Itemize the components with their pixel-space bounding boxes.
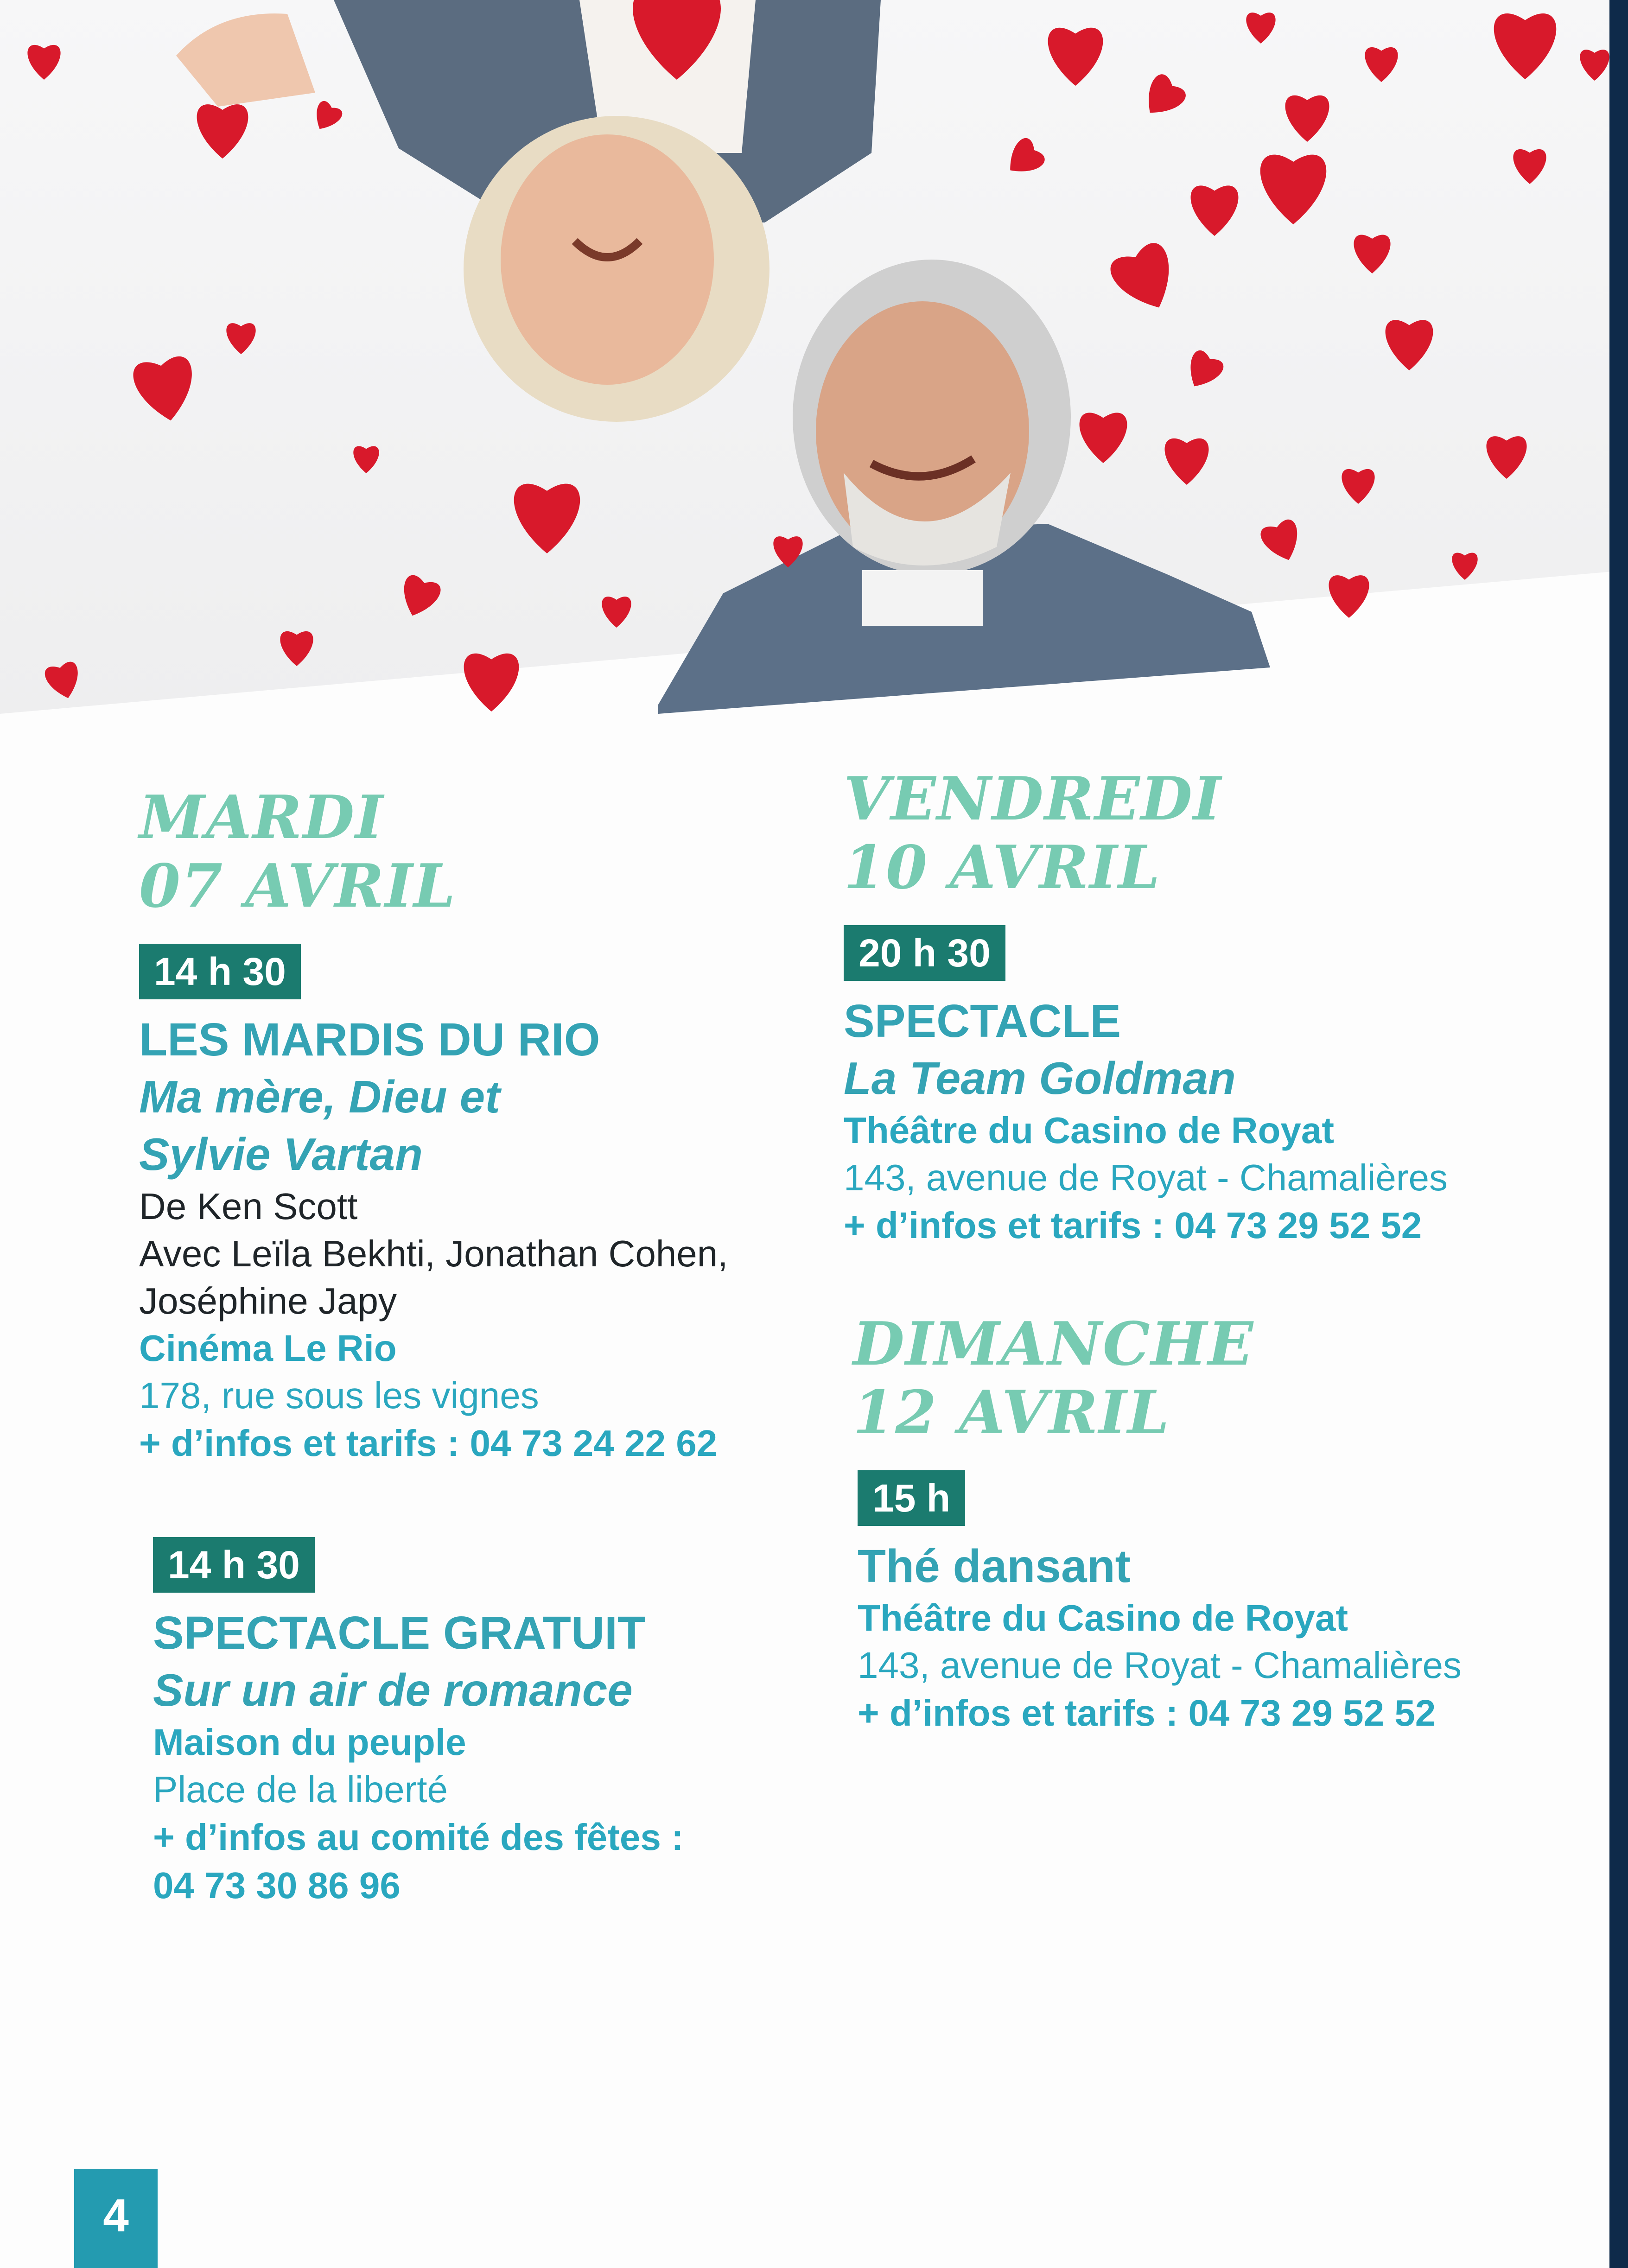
column-left [139, 783, 862, 1910]
day-name: DIMANCHE [853, 1309, 1254, 1379]
day-date: 07 AVRIL [139, 851, 457, 921]
day-date: 12 AVRIL [853, 1378, 1170, 1448]
event-info-line1: + d’infos au comité des fêtes : [153, 1817, 684, 1858]
time-badge: 14 h 30 [139, 944, 301, 999]
event-title: Thé dansant [858, 1540, 1131, 1592]
page-number: 4 [74, 2169, 158, 2268]
event-venue: Cinéma Le Rio [139, 1328, 397, 1369]
day-name: VENDREDI [844, 764, 1222, 834]
day-heading-dimanche [853, 1310, 1567, 1447]
day-heading-vendredi [844, 765, 1567, 902]
event-credit: De Ken Scott [139, 1186, 358, 1227]
event-title: SPECTACLE GRATUIT [153, 1607, 646, 1659]
event-venue: Maison du peuple [153, 1722, 466, 1763]
event-subtitle: La Team Goldman [844, 1053, 1236, 1104]
event-subtitle-line1: Ma mère, Dieu et [139, 1071, 500, 1122]
woman-figure [176, 0, 881, 422]
event-venue: Théâtre du Casino de Royat [844, 1110, 1334, 1151]
event-info: + d’infos et tarifs : 04 73 29 52 52 [858, 1692, 1436, 1734]
time-badge: 14 h 30 [153, 1537, 315, 1593]
event-spectacle-gratuit [153, 1537, 862, 1910]
day-name: MARDI [139, 783, 384, 852]
event-address: 143, avenue de Royat - Chamalières [844, 1157, 1448, 1198]
event-title: SPECTACLE [844, 995, 1121, 1047]
event-les-mardis-du-rio [139, 921, 862, 1468]
event-title: LES MARDIS DU RIO [139, 1014, 600, 1066]
event-subtitle-line2: Sylvie Vartan [139, 1129, 423, 1180]
couple-hearts-illustration [0, 0, 1628, 723]
event-address: 143, avenue de Royat - Chamalières [858, 1645, 1462, 1686]
event-info: + d’infos et tarifs : 04 73 24 22 62 [139, 1423, 718, 1464]
event-address: Place de la liberté [153, 1769, 448, 1810]
column-right [844, 765, 1567, 1737]
hero-photo [0, 0, 1628, 723]
right-edge-band [1609, 0, 1628, 2268]
event-info: + d’infos et tarifs : 04 73 29 52 52 [844, 1205, 1422, 1246]
event-subtitle: Sur un air de romance [153, 1664, 633, 1715]
event-the-dansant [858, 1447, 1567, 1737]
event-cast-line1: Avec Leïla Bekhti, Jonathan Cohen, [139, 1233, 728, 1274]
event-la-team-goldman [844, 902, 1567, 1250]
event-venue: Théâtre du Casino de Royat [858, 1597, 1348, 1639]
day-date: 10 AVRIL [844, 833, 1161, 902]
event-info-line2: 04 73 30 86 96 [153, 1865, 401, 1906]
time-badge: 20 h 30 [844, 925, 1005, 981]
time-badge: 15 h [858, 1470, 965, 1526]
event-cast-line2: Joséphine Japy [139, 1280, 397, 1321]
day-heading-mardi [139, 783, 862, 921]
event-address: 178, rue sous les vignes [139, 1375, 539, 1416]
